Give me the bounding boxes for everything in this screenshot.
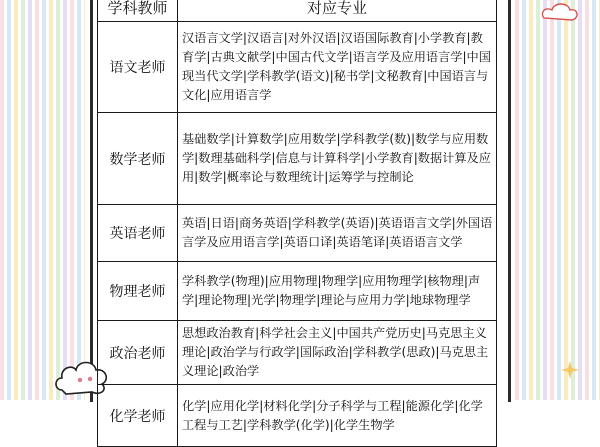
decorative-stripes-left bbox=[0, 0, 85, 400]
cloud-doodle-top-icon bbox=[540, 0, 580, 24]
table-row bbox=[98, 113, 497, 205]
decorative-stripes-right bbox=[515, 0, 600, 400]
table-row bbox=[98, 262, 497, 321]
major-cell: 基础数学|计算数学|应用数学|学科教学(数)|数学与应用数学|数理基础科学|信息与计算科学|小学教育|数据计算及应用|数学|概率论与数理统计|运筹学与控制论 bbox=[178, 113, 497, 205]
teacher-cell: 物理老师 bbox=[98, 262, 178, 321]
table-row bbox=[98, 321, 497, 385]
teacher-cell: 语文老师 bbox=[98, 22, 178, 113]
subject-major-table bbox=[97, 0, 497, 447]
table-row bbox=[98, 385, 497, 447]
teacher-cell: 政治老师 bbox=[98, 321, 178, 385]
teacher-cell: 英语老师 bbox=[98, 205, 178, 262]
major-cell: 英语|日语|商务英语|学科教学(英语)|英语语言文学|外国语言学及应用语言学|英语口译|英语笔译|英语语言文学 bbox=[178, 205, 497, 262]
major-cell: 汉语言文学|汉语言|对外汉语|汉语国际教育|小学教育|教育学|古典文献学|中国古代文学|语言学及应用语言学|中国现当代文学|学科教学(语文)|秘书学|文秘教育|中国语言与文化|应用语言学 bbox=[178, 22, 497, 113]
major-cell: 思想政治教育|科学社会主义|中国共产党历史|马克思主义理论|政治学与行政学|国际政治|学科教学(思政)|马克思主义理论|政治学 bbox=[178, 321, 497, 385]
teacher-column-header: 学科教师 bbox=[98, 0, 178, 22]
table-header-row bbox=[98, 0, 497, 22]
teacher-cell: 数学老师 bbox=[98, 113, 178, 205]
table-row bbox=[98, 22, 497, 113]
major-column-header: 对应专业 bbox=[178, 0, 497, 22]
table-row bbox=[98, 205, 497, 262]
teacher-cell: 化学老师 bbox=[98, 385, 178, 447]
major-cell: 学科教学(物理)|应用物理|物理学|应用物理学|核物理|声学|理论物理|光学|物理学|理论与应用力学|地球物理学 bbox=[178, 262, 497, 321]
major-cell: 化学|应用化学|材料化学|分子科学与工程|能源化学|化学工程与工艺|学科教学(化学)|化学生物学 bbox=[178, 385, 497, 447]
sparkle-icon bbox=[560, 360, 580, 380]
